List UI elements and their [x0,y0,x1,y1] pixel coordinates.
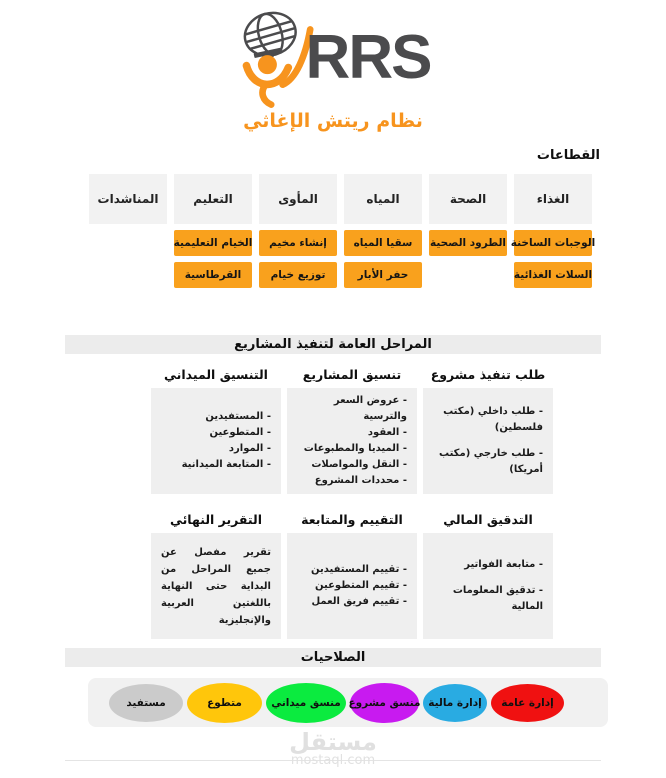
watermark-domain: mostaql.com [290,753,376,769]
sector-item: السلات الغذائية [514,262,592,288]
stage-title: تنسيق المشاريع [302,367,402,382]
stage-card-project-coordination [287,367,417,494]
sectors-title: القطاعات [536,148,600,163]
logo-area [0,0,666,132]
stage-box [151,533,281,639]
mostaql-watermark [0,729,666,768]
stage-box [423,533,553,639]
role-general-management: إدارة عامة [491,684,564,722]
stage-card-evaluation [287,512,417,639]
stage-title: التقرير النهائي [169,512,263,527]
role-project-coordinator: منسق مشروع [350,683,419,723]
sector-item: سقيا المياه [344,230,422,256]
stages-row-1 [0,367,553,494]
sector-header-shelter: المأوى [259,174,337,224]
stage-bullet: - تقييم فريق العمل [297,594,407,610]
watermark-arabic-logo: مستقل [289,728,377,756]
stage-bullet: - عروض السعر والترسية [297,393,407,425]
role-field-coordinator: منسق ميداني [266,683,346,723]
role-financial-management: إدارة مالية [423,684,487,722]
stages-section-bar: المراحل العامة لتنفيذ المشاريع [65,335,601,354]
stage-card-final-report [151,512,281,639]
stage-title: طلب تنفيذ مشروع [430,367,546,382]
sector-item: الخيام التعليمية [174,230,252,256]
stage-bullet: - المستفيدين [161,409,271,425]
stage-title: التقييم والمتابعة [301,512,403,527]
stage-bullet: - طلب خارجي (مكتب أمريكا) [433,446,543,478]
stage-card-request [423,367,553,494]
sector-item: توزيع خيام [259,262,337,288]
stage-box [151,388,281,494]
sector-item: حفر الأبار [344,262,422,288]
roles-legend [88,678,608,727]
permissions-section-bar: الصلاحيات [65,648,601,667]
sector-item: القرطاسية [174,262,252,288]
sector-item-empty [89,262,167,288]
role-volunteer: متطوع [187,683,262,723]
stage-paragraph: تقرير مفصل عن جميع المراحل من البداية حتى النهاية باللغتين العربية والإنجليزية [161,546,271,626]
sector-item-empty [429,262,507,288]
sector-header-appeals: المناشدات [89,174,167,224]
sector-header-health: الصحة [429,174,507,224]
rrs-logo-icon [236,8,314,112]
stage-title: التنسيق الميداني [164,367,268,382]
stage-bullet: - الموارد [161,441,271,457]
stage-bullet: - محددات المشروع [297,473,407,489]
stage-bullet: - المتابعة الميدانية [161,457,271,473]
sector-item: الطرود الصحية [429,230,507,256]
stage-box [287,388,417,494]
role-beneficiary: مستفيد [109,684,183,722]
stage-bullet: - طلب داخلي (مكتب فلسطين) [433,404,543,436]
logo-subtitle: نظام ريتش الإغاثي [243,110,423,132]
stages-row-2 [0,512,553,639]
sector-item-empty [89,230,167,256]
sector-header-education: التعليم [174,174,252,224]
sector-item: الوجبات الساخنة [514,230,592,256]
stage-bullet: - النقل والمواصلات [297,457,407,473]
sector-item: إنشاء مخيم [259,230,337,256]
stage-bullet: - تقييم المتطوعين [297,578,407,594]
stage-bullet: - العقود [297,425,407,441]
stage-card-financial-audit [423,512,553,639]
stage-box [423,388,553,494]
sectors-table [0,174,596,288]
stage-bullet: - متابعة الفواتير [433,557,543,573]
stage-bullet: - المتطوعين [161,425,271,441]
stage-title: التدقيق المالي [443,512,533,527]
stage-bullet: - الميديا والمطبوعات [297,441,407,457]
sector-header-food: الغذاء [514,174,592,224]
brand-name: RRS [305,23,431,92]
stage-card-field-coordination [151,367,281,494]
stage-bullet: - تدقيق المعلومات المالية [433,583,543,615]
stage-box [287,533,417,639]
logo-row [0,8,666,110]
sector-header-water: المياه [344,174,422,224]
stage-bullet: - تقييم المستفيدين [297,562,407,578]
